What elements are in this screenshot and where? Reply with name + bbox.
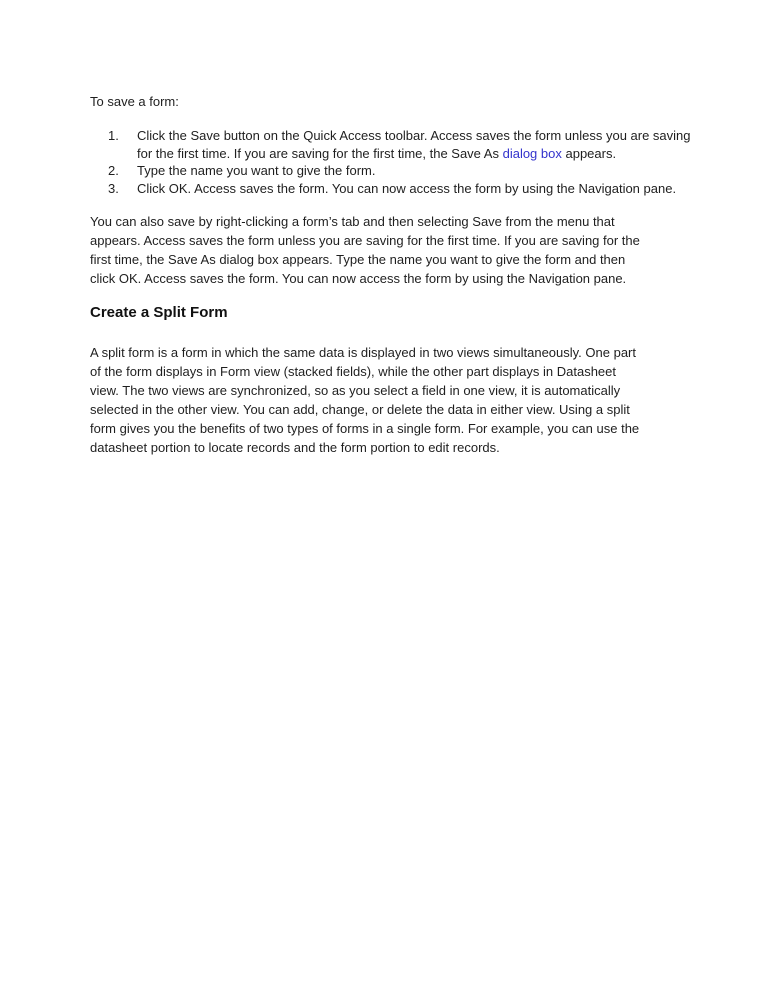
paragraph-line: You can also save by right-clicking a form’s tab and then selecting Save from the menu that	[90, 214, 615, 229]
dialog-box-link[interactable]: dialog box	[502, 145, 562, 161]
section-heading: Create a Split Form	[90, 304, 228, 321]
paragraph-line: of the form displays in Form view (stacked fields), while the other part displays in Datasheet	[90, 364, 617, 379]
paragraph-line: first time, the Save As dialog box appears. Type the name you want to give the form and then	[90, 252, 626, 267]
paragraph-line: view. The two views are synchronized, so as you select a field in one view, it is automatically	[90, 383, 621, 398]
list-item-line-post: appears.	[561, 145, 617, 161]
intro-text: To save a form:	[90, 94, 179, 109]
list-item-line: Click OK. Access saves the form. You can now access the form by using the Navigation pane.	[137, 180, 677, 196]
list-item-number: 1.	[108, 128, 119, 143]
paragraph-line: A split form is a form in which the same data is displayed in two views simultaneously. One part	[90, 345, 636, 360]
paragraph-line: selected in the other view. You can add, change, or delete the data in either view. Using a split	[90, 402, 630, 417]
list-item	[90, 162, 678, 180]
list-item-text	[137, 180, 678, 198]
list-item-line-pre: for the first time. If you are saving for the first time, the Save As	[137, 145, 503, 161]
paragraph-line: click OK. Access saves the form. You can now access the form by using the Navigation pane.	[90, 271, 627, 286]
paragraph-line: appears. Access saves the form unless you are saving for the first time. If you are saving for the	[90, 233, 640, 248]
paragraph-line: form gives you the benefits of two types of forms in a single form. For example, you can use the	[90, 421, 640, 436]
list-item	[90, 180, 678, 198]
list-item	[90, 127, 691, 162]
list-item-line: Type the name you want to give the form.	[137, 163, 376, 178]
list-item-text	[137, 127, 691, 162]
document-content	[90, 92, 691, 457]
list-item-number: 2.	[108, 163, 119, 178]
split-form-paragraph	[90, 343, 678, 457]
list-item-text	[137, 162, 678, 180]
list-item-line	[137, 146, 616, 161]
save-steps-list	[90, 127, 691, 197]
save-alternative-paragraph	[90, 212, 678, 288]
paragraph-line: datasheet portion to locate records and the form portion to edit records.	[90, 440, 500, 455]
list-item-line: Click the Save button on the Quick Access toolbar. Access saves the form unless you are saving	[137, 128, 691, 143]
list-item-number: 3.	[108, 180, 119, 196]
